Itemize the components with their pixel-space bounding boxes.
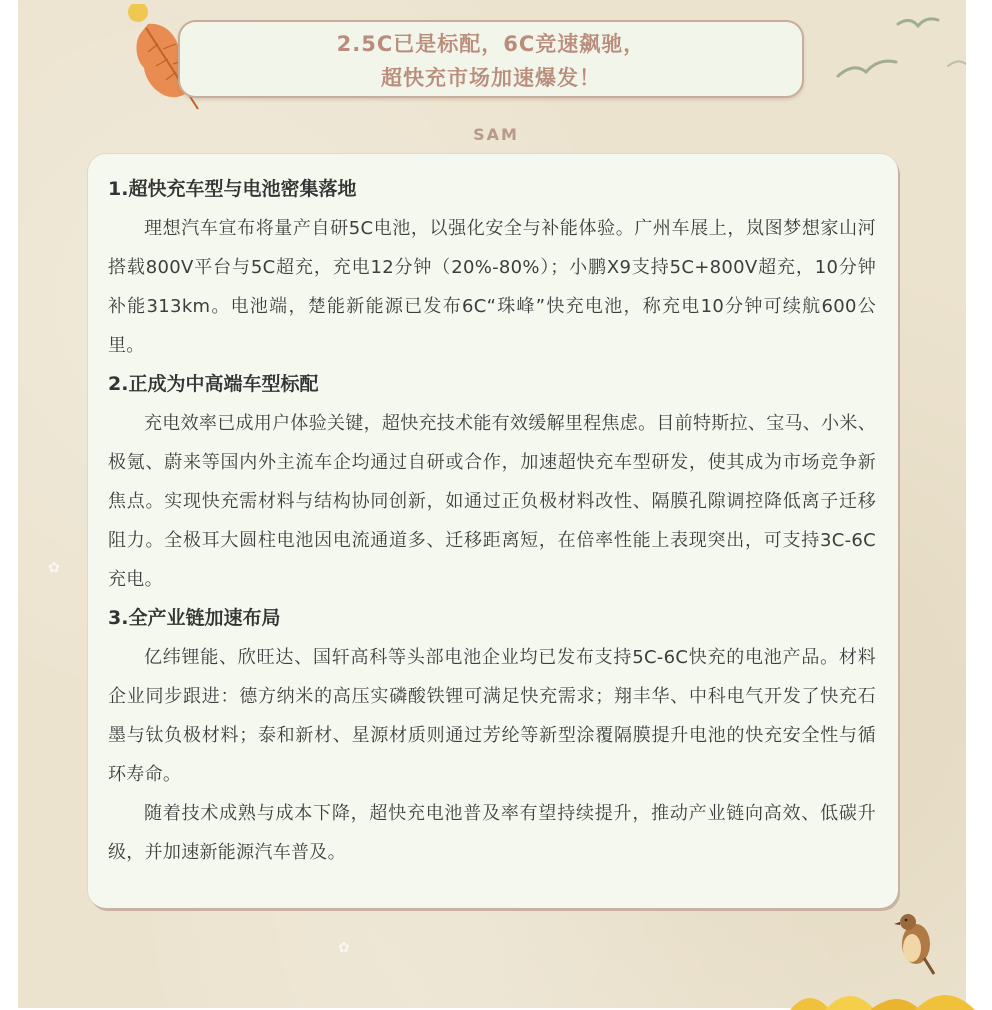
- paragraph: 随着技术成熟与成本下降，超快充电池普及率有望持续提升，推动产业链向高效、低碳升级，并加速新能源汽车普及。: [108, 803, 876, 863]
- title-line-1: 2.5C已是标配，6C竞速飙驰，: [336, 32, 646, 56]
- author-label: SAM: [473, 125, 519, 144]
- ginkgo-leaves-icon: [780, 978, 990, 1010]
- article-card: [88, 154, 898, 908]
- flower-dot-icon: ✿: [338, 940, 350, 956]
- section-heading: 2.正成为中高端车型标配: [108, 373, 319, 395]
- paragraph: 理想汽车宣布将量产自研5C电池，以强化安全与补能体验。广州车展上，岚图梦想家山河搭载800V平台与5C超充，充电12分钟（20%-80%）；小鹏X9支持5C+800V超充，10分钟补能313km。电池端，楚能新能源已发布6C“珠峰”快充电池，称充电10分钟可续航600公里。: [108, 218, 876, 356]
- flower-dot-icon: ✿: [48, 560, 60, 576]
- flying-birds-icon: [818, 6, 966, 86]
- title-line-2: 超快充市场加速爆发！: [381, 66, 601, 90]
- paragraph: 亿纬锂能、欣旺达、国轩高科等头部电池企业均已发布支持5C-6C快充的电池产品。材料企业同步跟进：德方纳米的高压实磷酸铁锂可满足快充需求；翔丰华、中科电气开发了快充石墨与钛负极材料；泰和新材、星源材质则通过芳纶等新型涂覆隔膜提升电池的快充安全性与循环寿命。: [108, 647, 876, 785]
- section-heading: 1.超快充车型与电池密集落地: [108, 178, 357, 200]
- title-banner: [178, 20, 804, 98]
- perched-bird-icon: [888, 908, 938, 978]
- paragraph: 充电效率已成用户体验关键，超快充技术能有效缓解里程焦虑。目前特斯拉、宝马、小米、极氪、蔚来等国内外主流车企均通过自研或合作，加速超快充车型研发，使其成为市场竞争新焦点。实现快充需材料与结构协同创新，如通过正负极材料改性、隔膜孔隙调控降低离子迁移阻力。全极耳大圆柱电池因电流通道多、迁移距离短，在倍率性能上表现突出，可支持3C-6C充电。: [108, 413, 876, 590]
- section-heading: 3.全产业链加速布局: [108, 607, 281, 629]
